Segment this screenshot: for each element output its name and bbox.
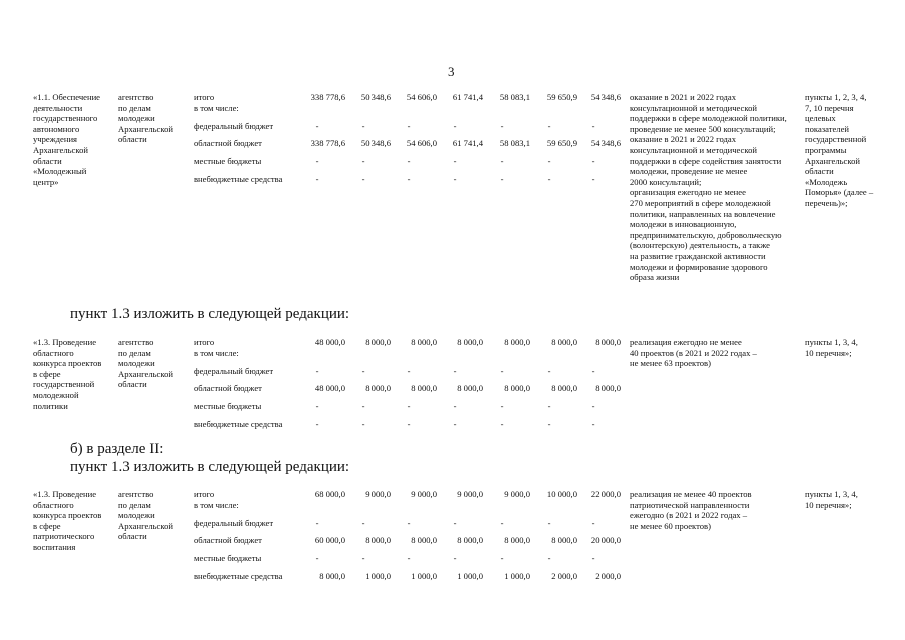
- funding-value: -: [407, 156, 411, 166]
- executor: агентство по делам молодежи Архангельской области: [118, 337, 173, 390]
- funding-value: -: [407, 401, 411, 411]
- funding-value: -: [453, 121, 457, 131]
- funding-value: 8 000,0: [457, 337, 483, 347]
- funding-source-label: местные бюджеты: [194, 401, 262, 411]
- funding-value: 68 000,0: [314, 489, 345, 499]
- funding-value: 8 000,0: [411, 383, 437, 393]
- indicator-reference: пункты 1, 2, 3, 4, 7, 10 перечня целевых показателей государственной программы Архангельской области «Молодежь Поморья» (далее – перечень)»;: [805, 92, 874, 208]
- funding-value: 8 000,0: [551, 337, 577, 347]
- funding-value: -: [500, 174, 504, 184]
- funding-value: 8 000,0: [504, 535, 530, 545]
- funding-value: 58 083,1: [499, 138, 530, 148]
- funding-value: -: [361, 518, 365, 528]
- funding-value: 338 778,6: [310, 92, 345, 102]
- funding-value: -: [361, 121, 365, 131]
- funding-source-label: федеральный бюджет: [194, 366, 274, 376]
- funding-value: -: [500, 156, 504, 166]
- funding-source-label: местные бюджеты: [194, 553, 262, 563]
- funding-source-label: внебюджетные средства: [194, 174, 283, 184]
- funding-value: -: [361, 401, 365, 411]
- funding-value: -: [500, 518, 504, 528]
- funding-value: -: [547, 553, 551, 563]
- funding-value: 8 000,0: [595, 337, 621, 347]
- funding-value: 54 348,6: [590, 92, 621, 102]
- funding-value: -: [453, 518, 457, 528]
- expected-result: реализация ежегодно не менее 40 проектов (в 2021 и 2022 годах – не менее 63 проектов): [630, 337, 757, 369]
- funding-value: 8 000,0: [551, 535, 577, 545]
- expected-result: реализация не менее 40 проектов патриотической направленности ежегодно (в 2021 и 2022 годах – не менее 60 проектов): [630, 489, 752, 531]
- funding-value: 8 000,0: [319, 571, 345, 581]
- funding-value: 338 778,6: [310, 138, 345, 148]
- funding-value: -: [407, 518, 411, 528]
- funding-value: -: [500, 121, 504, 131]
- funding-value: -: [591, 419, 595, 429]
- heading-2a: б) в разделе II:: [70, 441, 164, 457]
- funding-source-label: федеральный бюджет: [194, 518, 274, 528]
- funding-value: -: [315, 121, 319, 131]
- funding-value: -: [315, 401, 319, 411]
- funding-source-label: местные бюджеты: [194, 156, 262, 166]
- funding-source-label: внебюджетные средства: [194, 419, 283, 429]
- funding-value: -: [315, 174, 319, 184]
- funding-source-label: областной бюджет: [194, 138, 262, 148]
- funding-value: -: [547, 174, 551, 184]
- funding-value: 61 741,4: [452, 92, 483, 102]
- funding-value: 61 741,4: [452, 138, 483, 148]
- funding-value: 9 000,0: [411, 489, 437, 499]
- funding-value: 1 000,0: [411, 571, 437, 581]
- funding-value: -: [500, 366, 504, 376]
- funding-value: -: [407, 174, 411, 184]
- funding-value: -: [591, 156, 595, 166]
- funding-value: 22 000,0: [590, 489, 621, 499]
- heading-2b: пункт 1.3 изложить в следующей редакции:: [70, 459, 350, 475]
- funding-value: -: [547, 419, 551, 429]
- funding-value: 59 650,9: [546, 92, 577, 102]
- expected-result: оказание в 2021 и 2022 годах консультационной и методической поддержки в сфере молодежной политики, проведение не менее 500 консультаций; оказание в 2021 и 2022 годах консультационной и методической поддержки в сфере содействия занятости молодежи, проведение не менее 2000 консультаций; организация ежегодно не менее 270 мероприятий в сфере молодежной политики, направленных на вовлечение молодежи в инновационную, предпринимательскую, добровольческую (волонтерскую) деятельность, а также на развитие гражданской активности молодежи и формирование здорового образа жизни: [630, 92, 787, 283]
- page-number: 3: [448, 64, 455, 79]
- funding-value: 48 000,0: [314, 337, 345, 347]
- funding-source-label: областной бюджет: [194, 383, 262, 393]
- funding-value: 58 083,1: [499, 92, 530, 102]
- funding-value: -: [453, 419, 457, 429]
- funding-source-label: итого в том числе:: [194, 92, 239, 113]
- funding-value: -: [500, 419, 504, 429]
- funding-value: 54 348,6: [590, 138, 621, 148]
- funding-value: 8 000,0: [504, 337, 530, 347]
- funding-value: -: [547, 156, 551, 166]
- activity-name: «1.1. Обеспечение деятельности государственного автономного учреждения Архангельской области «Молодежный центр»: [33, 92, 100, 187]
- funding-value: -: [547, 518, 551, 528]
- funding-value: 50 348,6: [360, 92, 391, 102]
- funding-value: 1 000,0: [365, 571, 391, 581]
- funding-value: 8 000,0: [411, 337, 437, 347]
- executor: агентство по делам молодежи Архангельской области: [118, 489, 173, 542]
- executor: агентство по делам молодежи Архангельской области: [118, 92, 173, 145]
- funding-source-label: итого в том числе:: [194, 337, 239, 358]
- funding-value: -: [453, 553, 457, 563]
- funding-value: 2 000,0: [595, 571, 621, 581]
- funding-value: 10 000,0: [546, 489, 577, 499]
- funding-value: -: [361, 553, 365, 563]
- funding-value: -: [407, 121, 411, 131]
- funding-value: 8 000,0: [504, 383, 530, 393]
- funding-value: 1 000,0: [457, 571, 483, 581]
- funding-value: 54 606,0: [406, 138, 437, 148]
- funding-value: 8 000,0: [595, 383, 621, 393]
- funding-value: 9 000,0: [365, 489, 391, 499]
- funding-value: -: [315, 156, 319, 166]
- funding-value: 20 000,0: [590, 535, 621, 545]
- funding-value: 1 000,0: [504, 571, 530, 581]
- funding-value: -: [453, 156, 457, 166]
- activity-name: «1.3. Проведение областного конкурса проектов в сфере патриотического воспитания: [33, 489, 102, 552]
- funding-value: 59 650,9: [546, 138, 577, 148]
- funding-value: -: [547, 366, 551, 376]
- funding-value: 9 000,0: [457, 489, 483, 499]
- funding-value: -: [591, 518, 595, 528]
- funding-value: 48 000,0: [314, 383, 345, 393]
- funding-value: -: [591, 401, 595, 411]
- funding-source-label: федеральный бюджет: [194, 121, 274, 131]
- funding-value: -: [407, 553, 411, 563]
- funding-value: -: [453, 366, 457, 376]
- indicator-reference: пункты 1, 3, 4, 10 перечня»;: [805, 489, 858, 510]
- heading-1: пункт 1.3 изложить в следующей редакции:: [70, 306, 350, 322]
- funding-value: 9 000,0: [504, 489, 530, 499]
- funding-value: -: [315, 553, 319, 563]
- funding-value: -: [453, 174, 457, 184]
- activity-name: «1.3. Проведение областного конкурса проектов в сфере государственной молодежной политики: [33, 337, 102, 411]
- funding-value: 8 000,0: [457, 383, 483, 393]
- funding-value: -: [315, 366, 319, 376]
- funding-value: -: [591, 174, 595, 184]
- funding-value: -: [407, 419, 411, 429]
- funding-value: 8 000,0: [365, 337, 391, 347]
- funding-value: -: [315, 419, 319, 429]
- funding-value: 50 348,6: [360, 138, 391, 148]
- funding-value: 8 000,0: [551, 383, 577, 393]
- funding-value: -: [361, 174, 365, 184]
- funding-value: 54 606,0: [406, 92, 437, 102]
- funding-value: -: [407, 366, 411, 376]
- funding-value: -: [315, 518, 319, 528]
- funding-source-label: итого в том числе:: [194, 489, 239, 510]
- funding-value: -: [591, 121, 595, 131]
- funding-value: -: [591, 553, 595, 563]
- funding-value: -: [547, 401, 551, 411]
- funding-value: -: [591, 366, 595, 376]
- funding-value: 8 000,0: [365, 535, 391, 545]
- funding-value: -: [500, 401, 504, 411]
- funding-value: 8 000,0: [365, 383, 391, 393]
- funding-value: -: [500, 553, 504, 563]
- indicator-reference: пункты 1, 3, 4, 10 перечня»;: [805, 337, 858, 358]
- funding-value: -: [361, 419, 365, 429]
- funding-value: -: [361, 156, 365, 166]
- funding-source-label: внебюджетные средства: [194, 571, 283, 581]
- funding-value: -: [547, 121, 551, 131]
- funding-value: 8 000,0: [411, 535, 437, 545]
- funding-source-label: областной бюджет: [194, 535, 262, 545]
- funding-value: 60 000,0: [314, 535, 345, 545]
- funding-value: -: [361, 366, 365, 376]
- funding-value: -: [453, 401, 457, 411]
- funding-value: 8 000,0: [457, 535, 483, 545]
- funding-value: 2 000,0: [551, 571, 577, 581]
